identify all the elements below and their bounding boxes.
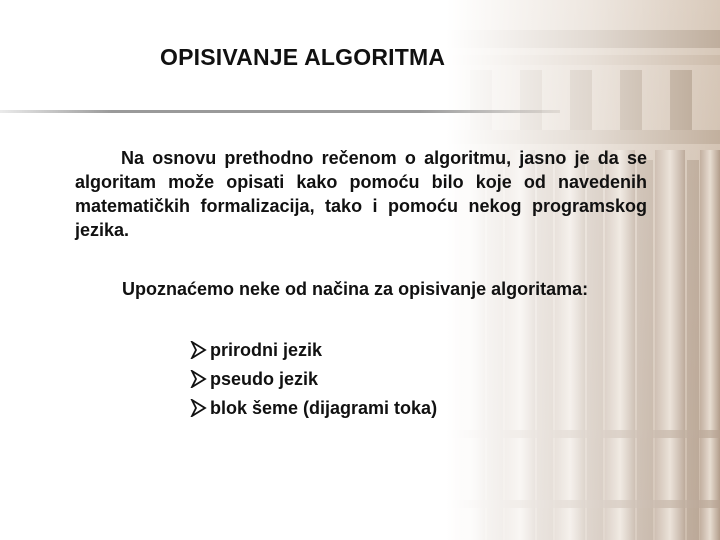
list-item-pseudo-language bbox=[190, 364, 437, 393]
list-item-natural-language bbox=[190, 335, 437, 364]
title-divider bbox=[0, 110, 560, 113]
intro-paragraph: Na osnovu prethodno rečenom o algoritmu, jasno je da se algoritam može opisati kako pomoću bilo koje od navedenih matematičkih formalizacija, tako i pomoću nekog programskog jezika. bbox=[75, 148, 647, 240]
list-item-label: pseudo jezik bbox=[210, 368, 319, 389]
arrow-bullet-icon bbox=[190, 399, 207, 417]
list-item-label: blok šeme (dijagrami toka) bbox=[210, 397, 438, 418]
list-item-flowcharts bbox=[190, 393, 437, 422]
slide-title: OPISIVANJE ALGORITMA bbox=[160, 44, 446, 70]
methods-list bbox=[190, 335, 437, 422]
arrow-bullet-icon bbox=[190, 370, 207, 388]
list-item-label: prirodni jezik bbox=[210, 339, 323, 360]
methods-subheading: Upoznaćemo neke od načina za opisivanje algoritama: bbox=[122, 279, 589, 299]
arrow-bullet-icon bbox=[190, 341, 207, 359]
